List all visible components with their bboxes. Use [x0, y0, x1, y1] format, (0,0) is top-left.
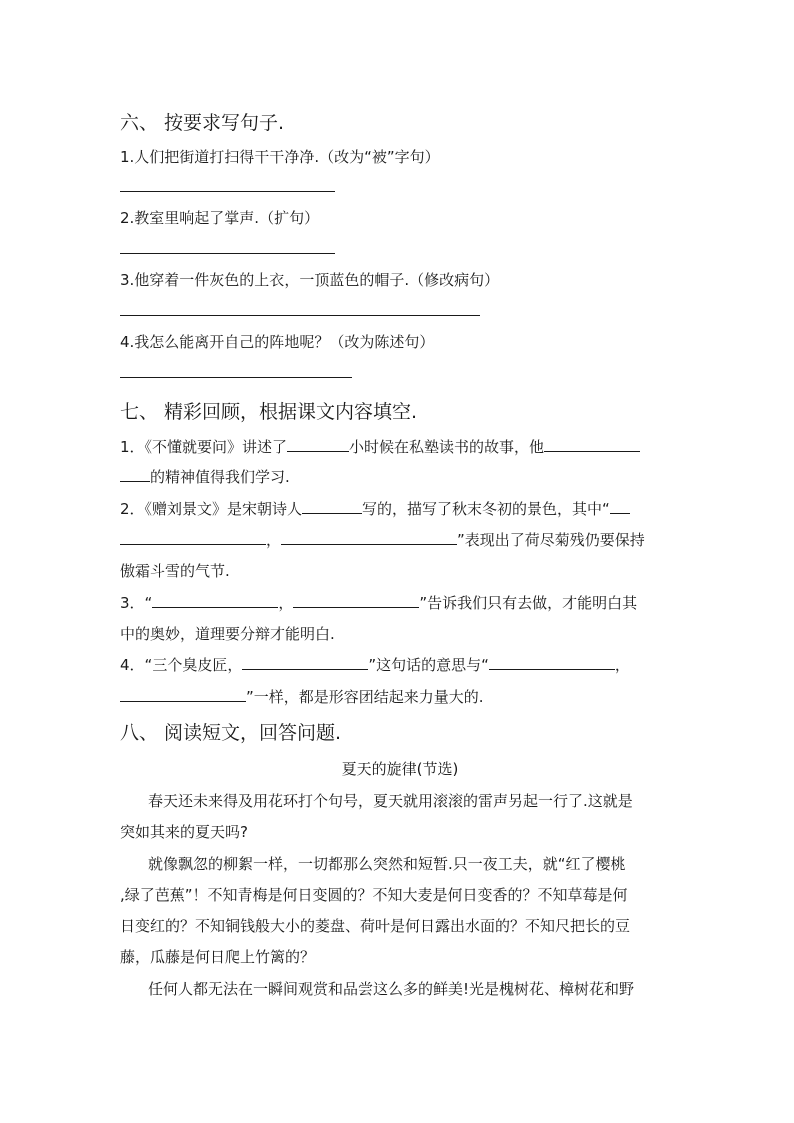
passage-title: 夏天的旋律(节选)	[341, 760, 459, 778]
s7-q2-line-3	[120, 560, 680, 581]
s7-q1-line-2	[120, 466, 680, 487]
s7-q4-line-2	[120, 686, 680, 707]
passage-line: 春天还未来得及用花环打个句号，夏天就用滚滚的雷声另起一行了.这就是	[148, 792, 633, 810]
s7-q3-text-a: 3．“	[120, 594, 153, 612]
s7-q3-line-1	[120, 592, 680, 613]
s7-q2-blank-line-a[interactable]	[610, 499, 630, 514]
s7-q1-blank-1[interactable]	[287, 437, 349, 452]
s7-q2-text-c: ，	[266, 531, 282, 549]
s7-q2-line-1	[120, 498, 680, 519]
section-7-title: 七、 精彩回顾，根据课文内容填空.	[120, 401, 418, 423]
s7-q2-line-2	[120, 529, 680, 550]
s7-q2-blank-line-a-cont[interactable]	[120, 530, 266, 545]
s6-answer-line-4[interactable]	[120, 377, 352, 378]
s7-q4-blank-2[interactable]	[489, 655, 615, 670]
section-6-title: 六、 按要求写句子.	[120, 112, 285, 134]
passage-line: 就像飘忽的柳絮一样，一切都那么突然和短暂.只一夜工夫，就“红了樱桃	[148, 855, 626, 873]
s6-question-4: 4.我怎么能离开自己的阵地呢？（改为陈述句）	[120, 333, 435, 351]
s7-q1-blank-2[interactable]	[544, 437, 640, 452]
s7-q2-text-e: 傲霜斗雪的气节.	[120, 562, 230, 580]
s7-q1-text-a: 1．《不懂就要问》讲述了	[120, 438, 288, 456]
s7-q2-blank-poet[interactable]	[302, 499, 362, 514]
s7-q1-text-b: 小时候在私塾读书的故事，他	[349, 438, 545, 456]
s7-q3-blank-1[interactable]	[152, 593, 278, 608]
s7-q4-blank-3[interactable]	[120, 687, 246, 702]
s7-q3-text-c: ”告诉我们只有去做，才能明白其	[419, 594, 638, 612]
passage-line: ,绿了芭蕉”！不知青梅是何日变圆的？不知大麦是何日变香的？不知草莓是何	[120, 886, 628, 904]
passage-line: 藤，瓜藤是何日爬上竹篱的？	[120, 948, 316, 966]
s7-q2-text-d: ”表现出了荷尽菊残仍要保持	[457, 531, 645, 549]
s7-q4-text-b: ”这句话的意思与“	[368, 656, 489, 674]
s6-question-1: 1.人们把街道打扫得干干净净.（改为“被”字句）	[120, 148, 440, 166]
s7-q4-text-a: 4．“三个臭皮匠，	[120, 656, 243, 674]
s6-answer-line-3[interactable]	[120, 315, 480, 316]
s7-q4-blank-1[interactable]	[242, 655, 368, 670]
s7-q4-line-1	[120, 654, 680, 675]
s6-answer-line-1[interactable]	[120, 191, 335, 192]
s7-q1-blank-2-cont[interactable]	[120, 467, 150, 482]
section-8-title: 八、 阅读短文，回答问题.	[120, 722, 342, 744]
passage-line: 日变红的？不知铜钱般大小的菱盘、荷叶是何日露出水面的？不知尺把长的豆	[120, 917, 631, 935]
s6-question-2: 2.教室里响起了掌声.（扩句）	[120, 209, 320, 227]
s6-question-3: 3.他穿着一件灰色的上衣，一顶蓝色的帽子.（修改病句）	[120, 271, 500, 289]
passage-line: 突如其来的夏天吗?	[120, 823, 248, 841]
s6-answer-line-2[interactable]	[120, 253, 335, 254]
s7-q1-line-1	[120, 436, 680, 457]
s7-q2-text-a: 2．《赠刘景文》是宋朝诗人	[120, 500, 303, 518]
s7-q3-text-b: ，	[278, 594, 294, 612]
s7-q2-blank-line-b[interactable]	[281, 530, 457, 545]
s7-q3-text-d: 中的奥妙，道理要分辩才能明白.	[120, 625, 335, 643]
s7-q3-line-2	[120, 623, 680, 644]
s7-q1-text-c: 的精神值得我们学习.	[150, 468, 290, 486]
s7-q4-text-d: ”一样，都是形容团结起来力量大的.	[246, 688, 484, 706]
s7-q2-text-b: 写的，描写了秋末冬初的景色，其中“	[362, 500, 610, 518]
passage-line: 任何人都无法在一瞬间观赏和品尝这么多的鲜美!光是槐树花、樟树花和野	[148, 980, 635, 998]
s7-q3-blank-2[interactable]	[293, 593, 419, 608]
s7-q4-text-c: ，	[614, 656, 630, 674]
